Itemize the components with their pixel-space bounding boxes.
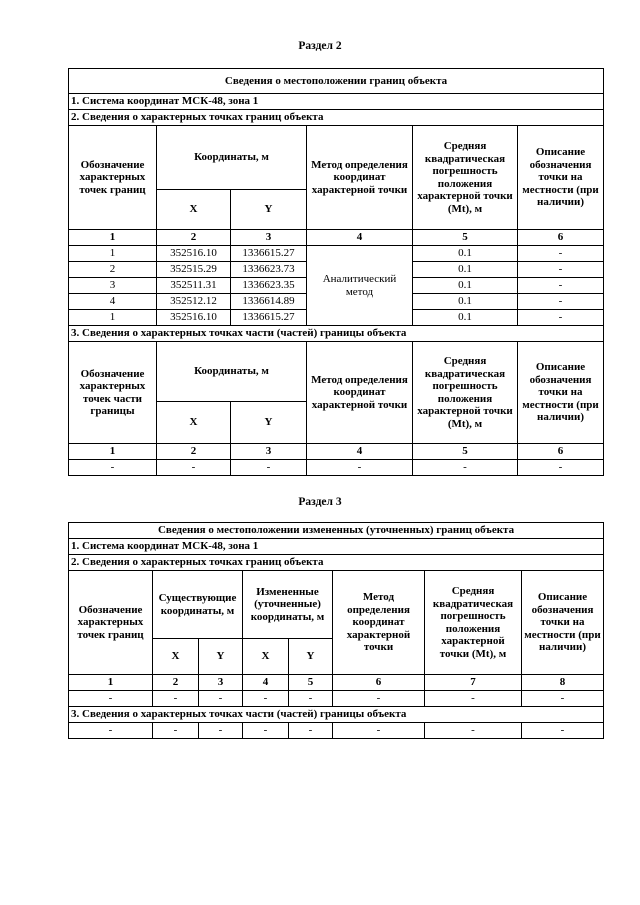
header-y: Y [289,639,333,675]
header-y: Y [231,190,307,230]
cell-value: - [243,691,289,707]
cell-value: - [425,723,522,739]
col-number: 6 [518,444,604,460]
col-number: 3 [199,675,243,691]
point-id: 1 [69,246,157,262]
coord-x: 352511.31 [157,278,231,294]
col-number: 4 [243,675,289,691]
col-number: 5 [413,230,518,246]
cell-value: - [522,691,604,707]
header-designation: Обозначение характерных точек границ [69,126,157,230]
cell-value: - [243,723,289,739]
coord-y: 1336615.27 [231,310,307,326]
header-designation: Обозначение характерных точек границ [69,571,153,675]
col-number: 5 [413,444,518,460]
coord-system: 1. Система координат МСК-48, зона 1 [69,94,604,110]
table-title: Сведения о местоположении измененных (уточненных) границ объекта [69,523,604,539]
coord-system: 1. Система координат МСК-48, зона 1 [69,539,604,555]
cell-value: - [199,723,243,739]
part-heading: 3. Сведения о характерных точках части (частей) границы объекта [69,326,604,342]
header-coordinates: Координаты, м [157,342,307,402]
coord-x: 352515.29 [157,262,231,278]
error-value: 0.1 [413,310,518,326]
description-value: - [518,294,604,310]
header-error: Средняя квадратическая погрешность положения характерной точки (Mt), м [425,571,522,675]
table-row [69,691,604,707]
section-3-title: Раздел 3 [298,496,342,508]
point-id: 4 [69,294,157,310]
header-error: Средняя квадратическая погрешность положения характерной точки (Mt), м [413,342,518,444]
cell-value: - [307,460,413,476]
header-x: X [157,190,231,230]
method-value: Аналитический метод [307,246,413,326]
header-method: Метод определения координат характерной точки [307,342,413,444]
header-error: Средняя квадратическая погрешность положения характерной точки (Mt), м [413,126,518,230]
cell-value: - [153,691,199,707]
col-number: 5 [289,675,333,691]
cell-value: - [333,691,425,707]
error-value: 0.1 [413,294,518,310]
col-number: 4 [307,230,413,246]
header-description: Описание обозначения точки на местности (при наличии) [518,342,604,444]
col-number: 3 [231,230,307,246]
coord-y: 1336615.27 [231,246,307,262]
coord-y: 1336623.73 [231,262,307,278]
table-row [69,246,604,262]
coord-x: 352516.10 [157,246,231,262]
coord-y: 1336614.89 [231,294,307,310]
header-coordinates: Координаты, м [157,126,307,190]
coord-y: 1336623.35 [231,278,307,294]
header-x: X [243,639,289,675]
points-heading: 2. Сведения о характерных точках границ объекта [69,110,604,126]
point-id: 2 [69,262,157,278]
cell-value: - [425,691,522,707]
section-3-table [68,522,604,739]
table-row [69,723,604,739]
col-number: 2 [153,675,199,691]
part-heading: 3. Сведения о характерных точках части (частей) границы объекта [69,707,604,723]
cell-value: - [69,691,153,707]
header-y: Y [231,402,307,444]
point-id: 3 [69,278,157,294]
col-number: 6 [518,230,604,246]
cell-value: - [333,723,425,739]
col-number: 8 [522,675,604,691]
description-value: - [518,310,604,326]
coord-x: 352516.10 [157,310,231,326]
cell-value: - [289,691,333,707]
point-id: 1 [69,310,157,326]
header-x: X [153,639,199,675]
cell-value: - [289,723,333,739]
header-description: Описание обозначения точки на местности (при наличии) [522,571,604,675]
table-row [69,460,604,476]
cell-value: - [153,723,199,739]
cell-value: - [69,460,157,476]
coord-x: 352512.12 [157,294,231,310]
header-existing-coordinates: Существующие координаты, м [153,571,243,639]
section-2-title: Раздел 2 [298,40,342,52]
cell-value: - [231,460,307,476]
table-title: Сведения о местоположении границ объекта [69,69,604,94]
points-heading: 2. Сведения о характерных точках границ объекта [69,555,604,571]
cell-value: - [199,691,243,707]
col-number: 2 [157,444,231,460]
header-designation: Обозначение характерных точек части границы [69,342,157,444]
header-description: Описание обозначения точки на местности (при наличии) [518,126,604,230]
col-number: 1 [69,444,157,460]
description-value: - [518,262,604,278]
header-y: Y [199,639,243,675]
col-number: 4 [307,444,413,460]
header-method: Метод определения координат характерной точки [307,126,413,230]
col-number: 2 [157,230,231,246]
header-method: Метод определения координат характерной точки [333,571,425,675]
section-2-table [68,68,604,476]
cell-value: - [522,723,604,739]
col-number: 7 [425,675,522,691]
description-value: - [518,246,604,262]
cell-value: - [413,460,518,476]
col-number: 3 [231,444,307,460]
header-x: X [157,402,231,444]
cell-value: - [69,723,153,739]
cell-value: - [518,460,604,476]
col-number: 1 [69,230,157,246]
header-changed-coordinates: Измененные (уточненные) координаты, м [243,571,333,639]
error-value: 0.1 [413,278,518,294]
col-number: 6 [333,675,425,691]
description-value: - [518,278,604,294]
error-value: 0.1 [413,246,518,262]
col-number: 1 [69,675,153,691]
cell-value: - [157,460,231,476]
error-value: 0.1 [413,262,518,278]
